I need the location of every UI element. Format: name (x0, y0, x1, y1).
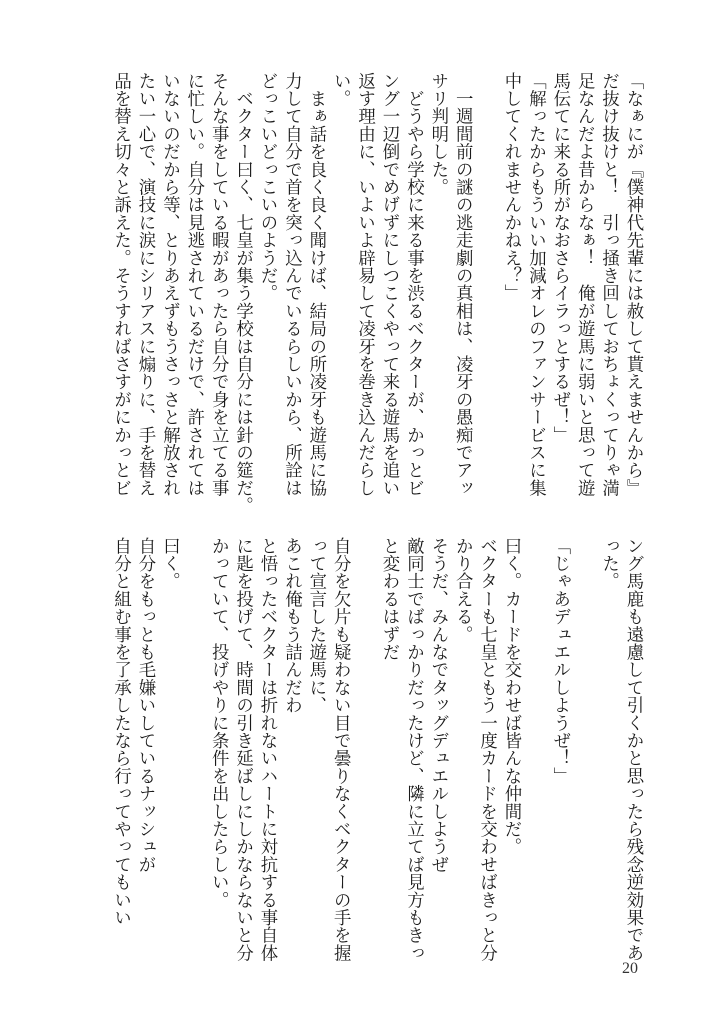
text-column (523, 537, 547, 967)
text-column (353, 537, 377, 967)
text-column: ング馬鹿も遠慮して引くかと思ったら残念逆効果であ (623, 537, 643, 962)
text-column: どうやら学校に来る事を渋るベクターが、かっとビ (403, 72, 424, 497)
text-column: かり合える。 (452, 537, 473, 644)
text-column: った。 (598, 537, 619, 591)
text-column: い。 (330, 72, 351, 108)
top-text-block (110, 72, 645, 515)
text-column: 力して自分で首を突っ込んでいるらしいから、所詮は (281, 72, 302, 497)
text-column: 「なぁにが『僕神代先輩には赦して貰えませんから』 (623, 72, 643, 497)
text-column (572, 537, 596, 967)
text-column: と悟ったベクターは折れないハートに対抗する事自体 (257, 537, 277, 962)
bottom-text-block (110, 537, 645, 967)
text-column: 自分をもっとも毛嫌いしているナッシュが (135, 537, 155, 874)
text-column: 返す理由に、いよいよ辟易して凌牙を巻き込んだらし (354, 72, 375, 497)
text-column: 「解ったからもういい加減オレのファンサービスに集 (525, 72, 546, 497)
text-column: 曰く。カードを交わせば皆んな仲間だ。 (501, 537, 521, 856)
text-column: いないのだから等、とりあえずもうさっさと解放され (159, 72, 180, 497)
text-column: 自分と組む事を了承したなら行ってやってもいい (110, 537, 131, 927)
text-column: に匙を投げて、時間の引き延ばしにしかならないと分 (232, 537, 253, 962)
text-column: そうだ、みんなでタッグデュエルしようぜ (427, 537, 448, 874)
text-column: 足なんだよ昔からなぁ！ 俺が遊馬に弱いと思って遊 (574, 72, 595, 497)
text-column (475, 72, 499, 502)
text-column: サリ判明した。 (427, 72, 448, 196)
text-column: 曰く。 (159, 537, 180, 591)
text-column: どっこいどっこいのようだ。 (257, 72, 277, 303)
text-column: 馬伝てに来る所がなおさらイラっとするぜ！」 (549, 72, 570, 444)
text-column (182, 537, 206, 967)
text-column: そんな事をしている暇があったら自分で身を立てる事 (208, 72, 229, 497)
text-column: だ抜け抜けと！ 引っ掻き回しておちょくってりゃ満 (598, 72, 619, 497)
text-column: 一週間前の謎の逃走劇の真相は、凌牙の愚痴でアッ (452, 72, 473, 497)
text-column: 敵同士でばっかりだったけど、隣に立てば見方もきっ (403, 537, 424, 962)
text-column: まぁ話を良く良く聞けば、結局の所凌牙も遊馬に協 (305, 72, 326, 497)
text-column: 中してくれませんかねえ？」 (501, 72, 521, 303)
text-column: ング一辺倒でめげずにしつこくやって来る遊馬を追い (379, 72, 399, 497)
text-column: 品を替え切々と訴えた。そうすればさすがにかっとビ (110, 72, 131, 497)
text-column: かっていて、投げやりに条件を出したらしい。 (208, 537, 229, 909)
text-column: 自分を欠片も疑わない目で曇りなくベクターの手を握 (330, 537, 351, 962)
text-column: たい一心で、演技に涙にシリアスに煽りに、手を替え (135, 72, 155, 497)
text-column: に忙しい。自分は見逃されているだけで、許されては (183, 72, 204, 497)
text-column: って宣言した遊馬に、 (305, 537, 326, 714)
text-column: ベクター曰く、七皇が集う学校は自分には針の筵だ。 (232, 72, 253, 515)
text-column: と変わるはずだ (379, 537, 399, 661)
page-number: 20 (622, 960, 638, 977)
text-column: あこれ俺もう詰んだわ (281, 537, 302, 714)
text-column: 「じゃあデュエルしようぜ！」 (549, 537, 570, 785)
text-column: ベクターも七皇ともう一度カードを交わせばきっと分 (476, 537, 497, 962)
